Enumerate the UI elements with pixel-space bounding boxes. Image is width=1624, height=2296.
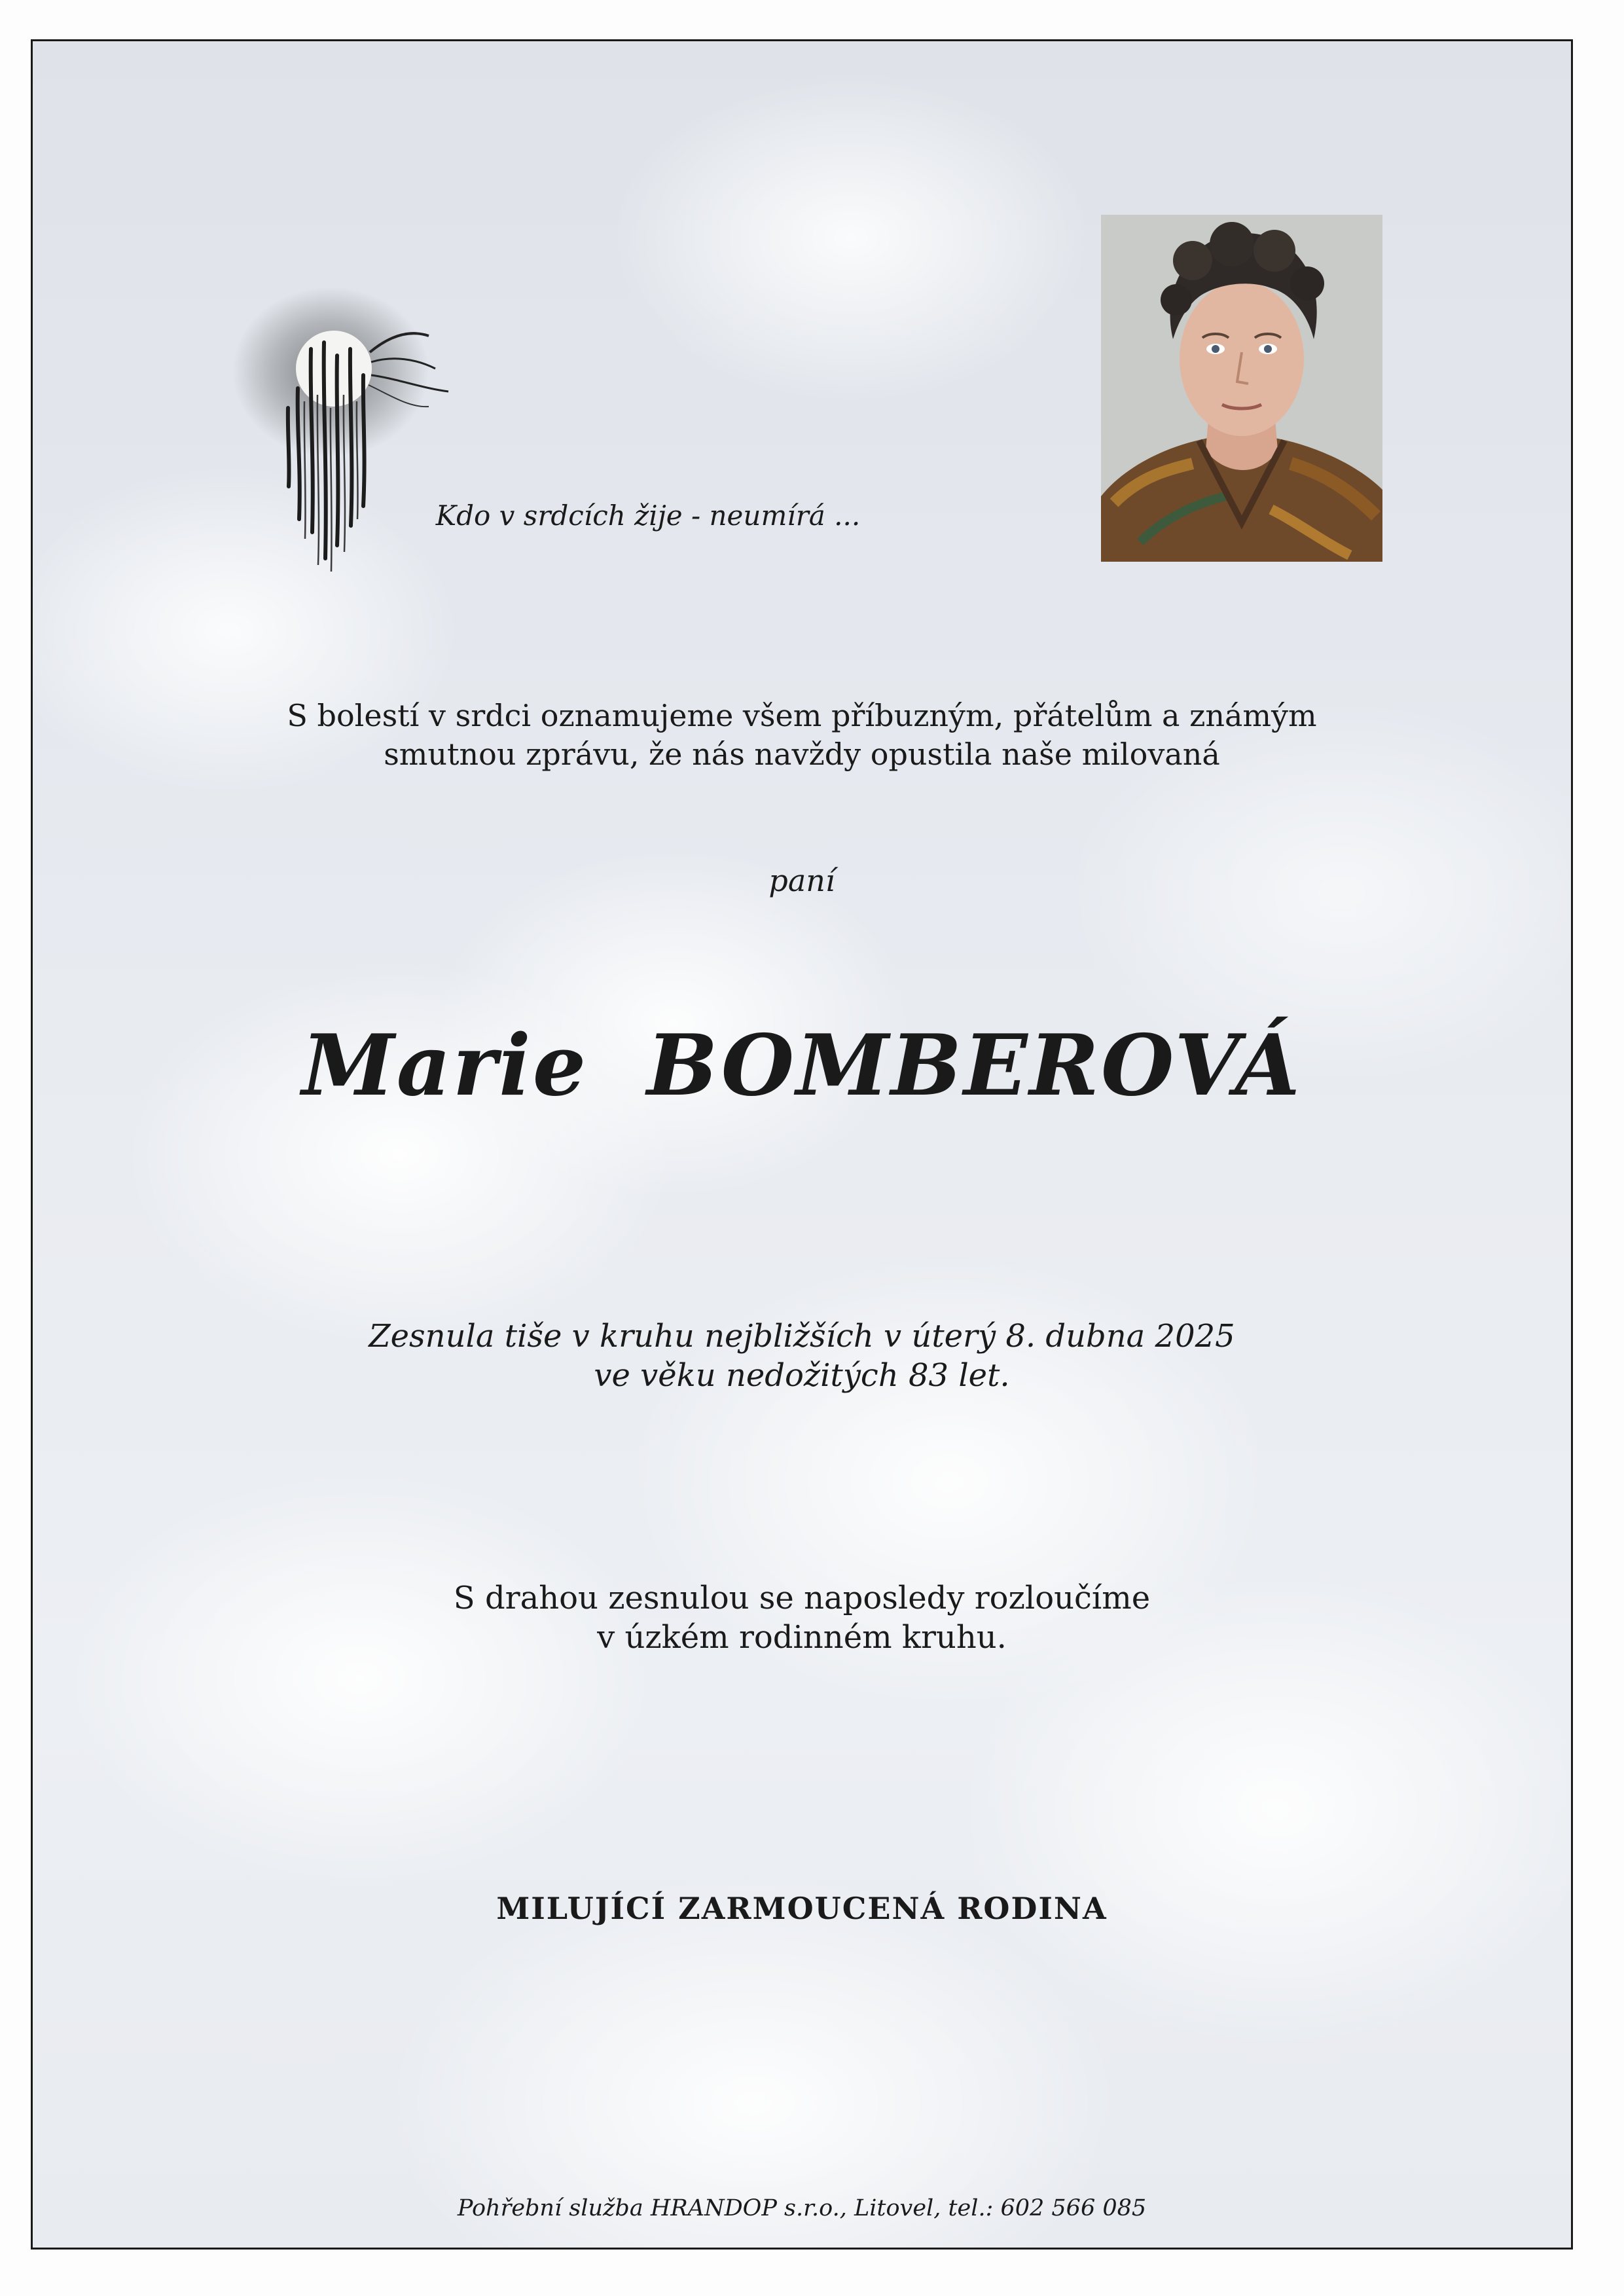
deceased-name <box>33 1017 1571 1115</box>
first-name: Marie <box>302 1017 588 1115</box>
sun-emblem-icon <box>219 257 468 585</box>
announcement-line-1: S bolestí v srdci oznamujeme všem příbuzným, přátelům a známým <box>287 698 1317 733</box>
family-signature: MILUJÍCÍ ZARMOUCENÁ RODINA <box>496 1891 1108 1926</box>
farewell-line-2: v úzkém rodinném kruhu. <box>597 1619 1007 1656</box>
funeral-service-footer: Pohřební služba HRANDOP s.r.o., Litovel, tel.: 602 566 085 <box>457 2195 1147 2221</box>
honorific-text: paní <box>768 863 835 898</box>
death-details-line-2: ve věku nedožitých 83 let. <box>594 1357 1010 1394</box>
notice-frame <box>31 39 1573 2250</box>
surname: BOMBEROVÁ <box>647 1017 1302 1115</box>
motto-text: Kdo v srdcích žije - neumírá ... <box>435 500 861 532</box>
portrait-photo <box>1101 215 1382 562</box>
death-details-line-1: Zesnula tiše v kruhu nejbližších v úterý 8. dubna 2025 <box>369 1318 1235 1355</box>
farewell-line-1: S drahou zesnulou se naposledy rozloučíme <box>453 1580 1151 1616</box>
announcement-line-2: smutnou zprávu, že nás navždy opustila naše milovaná <box>384 737 1220 772</box>
